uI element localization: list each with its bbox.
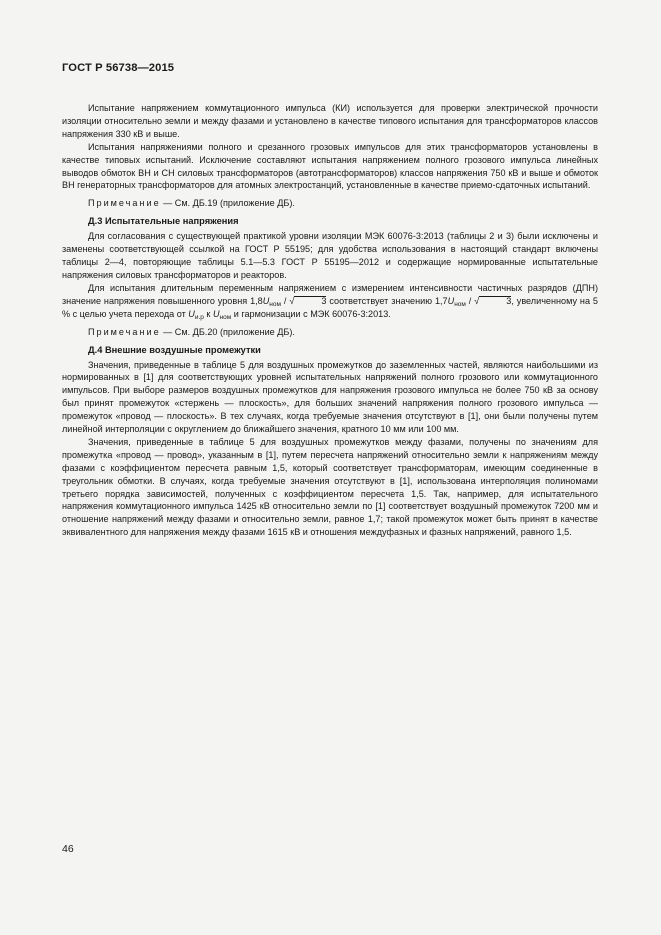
paragraph-test-voltages: Для согласования с существующей практикой уровни изоляции МЭК 60076-3:2013 (таблицы 2 и 3) были исключены и заменены соответствующей ссылкой на ГОСТ Р 55195; для удобства использования в настоящий стандарт включены таблицы 2—4, повторяющие таблицы 5.1—5.3 ГОСТ Р 55195—2012 и содержащие нормированные испытательные напряжения силовых трансформаторов и реакторов. xyxy=(62,231,598,280)
paragraph-switching-impulse: Испытание напряжением коммутационного импульса (КИ) используется для проверки электрической прочности изоляции относительно земли и между фазами и установлено в качестве типового испытания для трансформаторов классов напряжения 330 кВ и выше. xyxy=(62,103,598,139)
note-label: Примечание xyxy=(88,198,161,209)
note-text: — См. ДБ.19 (приложение ДБ). xyxy=(160,198,295,209)
note-label: Примечание xyxy=(88,326,161,337)
page-number: 46 xyxy=(62,843,74,855)
section-heading-d3: Д.3 Испытательные напряжения xyxy=(88,216,239,227)
paragraph-air-gaps-ground: Значения, приведенные в таблице 5 для воздушных промежутков до заземленных частей, являются наибольшими из нормированных в [1] для соответствующих уровней испытательных напряжений полного грозового или коммутационного импульсов. При выборе размеров воздушных промежутков для напряжения грозового импульса не более 750 кВ за основу был принят промежуток «стержень — плоскость», для больших значений напряжения полного грозового импульса — промежуток «провод — плоскость». В тех случаях, когда требуемые значения отсутствуют в [1], они были получены путем линейной интерполяции с округлением до ближайшего значения, кратного 10 мм или 100 мм. xyxy=(62,359,598,435)
paragraph-partial-discharge: Для испытания длительным переменным напряжением с измерением интенсивности частичных разрядов (ДПН) значение напряжения повышенного уровня $1,8U_{ном}$ / √ 3 соответствует значению $1,7U_{ном}$ / √ 3, увеличенному на 5 % с целью учета перехода от $U_{и.р}$ к $U_{ном}$ и гармонизации с МЭК 60076-3:2013. xyxy=(62,282,598,321)
document-body xyxy=(62,102,598,539)
section-heading-d4: Д.4 Внешние воздушные промежутки xyxy=(88,344,261,355)
document-header: ГОСТ Р 56738—2015 xyxy=(62,62,175,74)
note-db20 xyxy=(62,326,598,339)
paragraph-lightning-impulse: Испытания напряжениями полного и срезанного грозовых импульсов для этих трансформаторов установлены в качестве типовых испытаний. Исключение составляют испытания напряжением полного грозового импульса линейных выводов обмоток ВН и СН силовых трансформаторов (автотрансформаторов) классов напряжения 750 кВ и выше и обмоток ВН генераторных трансформаторов для атомных электростанций, установленные в качестве приемо-сдаточных испытаний. xyxy=(62,141,598,191)
paragraph-air-gaps-phases: Значения, приведенные в таблице 5 для воздушных промежутков между фазами, получены по значениям для промежутка «провод — провод», указанным в [1], путем пересчета напряжений относительно земли к напряжениям между фазами с коэффициентом пересчета равным 1,5, который соответствует трансформаторам, имеющим соединенные в треугольник обмотки. В случаях, когда требуемые значения отсутствуют в [1], использована интерполяция полиномами третьего порядка зависимостей, полученных с коэффициентом пересчета 1,5. Так, например, для испытательного напряжения коммутационного импульса 1425 кВ относительно земли по [1] соответствует воздушный промежуток 7200 мм и отношение напряжений между фазами и относительно земли, равное 1,7; такой промежуток может быть принят в качестве эквивалентного для напряжения между фазами 1615 кВ и отношения междуфазных и фазных напряжений, равного 1,5. xyxy=(62,436,598,538)
note-db19 xyxy=(62,197,598,210)
note-text: — См. ДБ.20 (приложение ДБ). xyxy=(160,326,295,337)
